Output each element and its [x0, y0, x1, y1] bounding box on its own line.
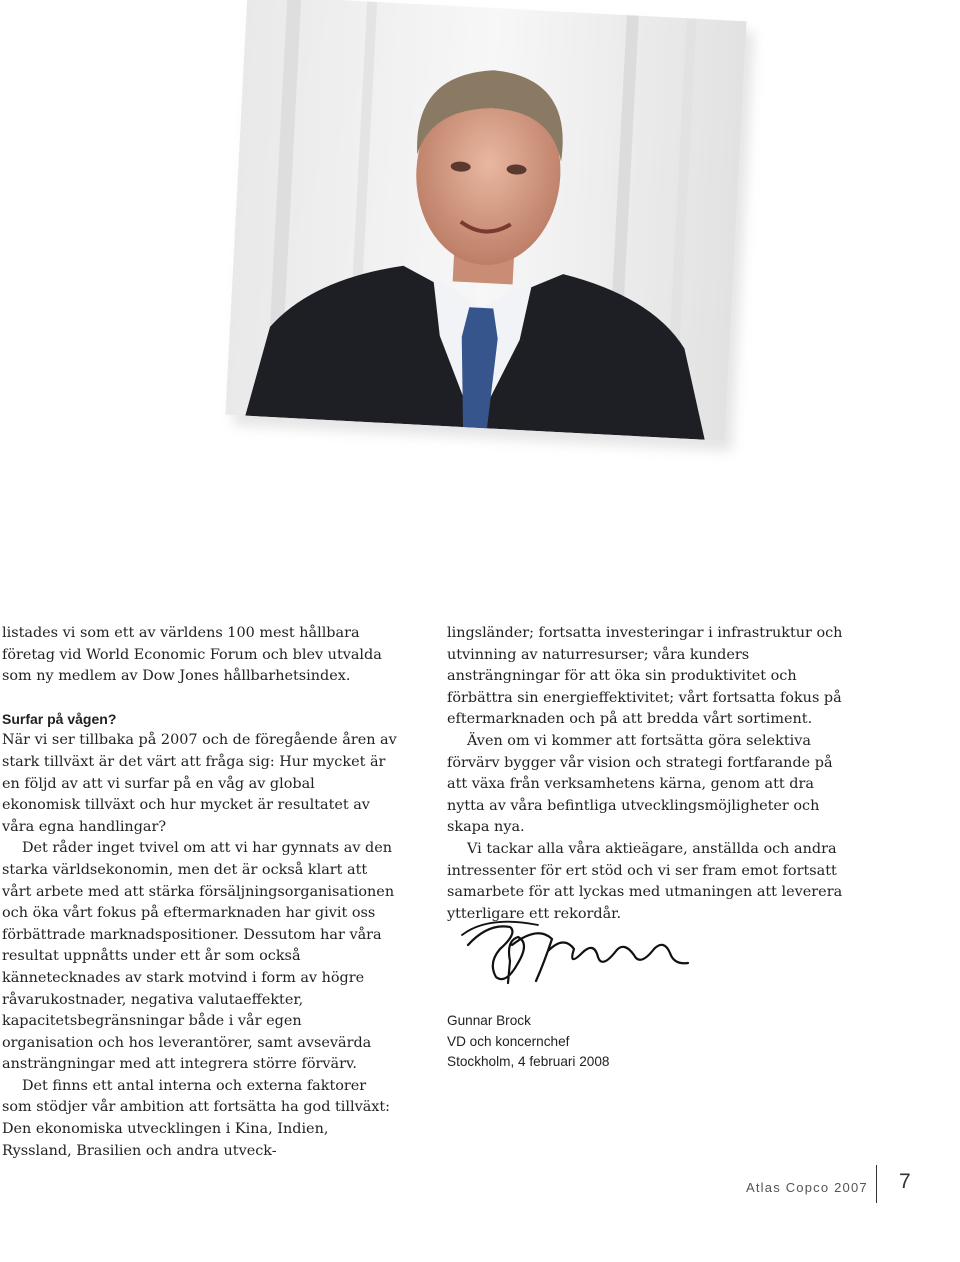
portrait-icon — [225, 0, 746, 441]
signature-block — [447, 1011, 609, 1073]
signature-place-date: Stockholm, 4 februari 2008 — [447, 1054, 610, 1069]
paragraph: När vi ser tillbaka på 2007 och de föregående åren av stark tillväxt är det värt att fråga sig: Hur mycket är en följd av att vi surfar på en våg av global ekonomisk tillväxt och hur mycket är resultatet av våra egna handlingar? — [2, 732, 397, 835]
footer-label: Atlas Copco 2007 — [746, 1180, 868, 1195]
signer-title: VD och koncernchef — [447, 1033, 570, 1049]
paragraph: Även om vi kommer att fortsätta göra selektiva förvärv bygger vår vision och strategi fortfarande på att växa från verksamhetens kärna, genom att dra nytta av våra befintliga utvecklingsmöjligheter och skapa nya. — [447, 732, 833, 836]
paragraph: Det finns ett antal interna och externa faktorer som stödjer vår ambition att fortsätta ha god tillväxt: Den ekonomiska utvecklingen i Kina, Indien, Ryssland, Brasilien och andra utveck- — [2, 1077, 391, 1159]
portrait-photo-frame — [225, 0, 746, 441]
paragraph: listades vi som ett av världens 100 mest hållbara företag vid World Economic Forum och blev utvalda som ny medlem av Dow Jones hållbarhetsindex. — [2, 625, 382, 685]
portrait-photo — [225, 0, 746, 441]
paragraph: Det råder inget tvivel om att vi har gynnats av den starka världsekonomin, men det är också klart att vårt arbete med att stärka försäljningsorganisationen och öka vårt fokus på eftermarknaden har givit oss förbättrade marknadspositioner. Dessutom har våra resultat uppnåtts under ett år som också kännetecknades av stark motvind i form av högre råvarukostnader, negativa valutaeffekter, kapacitetsbegränsningar både i vår egen organisation och hos leverantörer, samt avsevärda ansträngningar med att integrera större förvärv. — [2, 840, 395, 1073]
page-number: 7 — [899, 1170, 911, 1193]
signer-name: Gunnar Brock — [447, 1013, 531, 1028]
right-text-column — [447, 623, 847, 925]
footer-divider — [876, 1165, 877, 1203]
paragraph: Vi tackar alla våra aktieägare, anställda och andra intressenter för ert stöd och vi ser fram emot fortsatt samarbete för att lyckas med utmaningen att leverera ytterligare ett rekordår. — [447, 840, 843, 922]
section-heading: Surfar på vågen? — [2, 710, 117, 727]
left-text-column — [2, 623, 397, 1162]
paragraph: lingsländer; fortsatta investeringar i infrastruktur och utvinning av naturresurser; våra kunders ansträngningar för att öka sin produktivitet och förbättra sin energieffektivitet; vårt fortsatta fokus på eftermarknaden och på att bredda vårt sortiment. — [447, 625, 843, 728]
signature-icon — [448, 905, 698, 995]
